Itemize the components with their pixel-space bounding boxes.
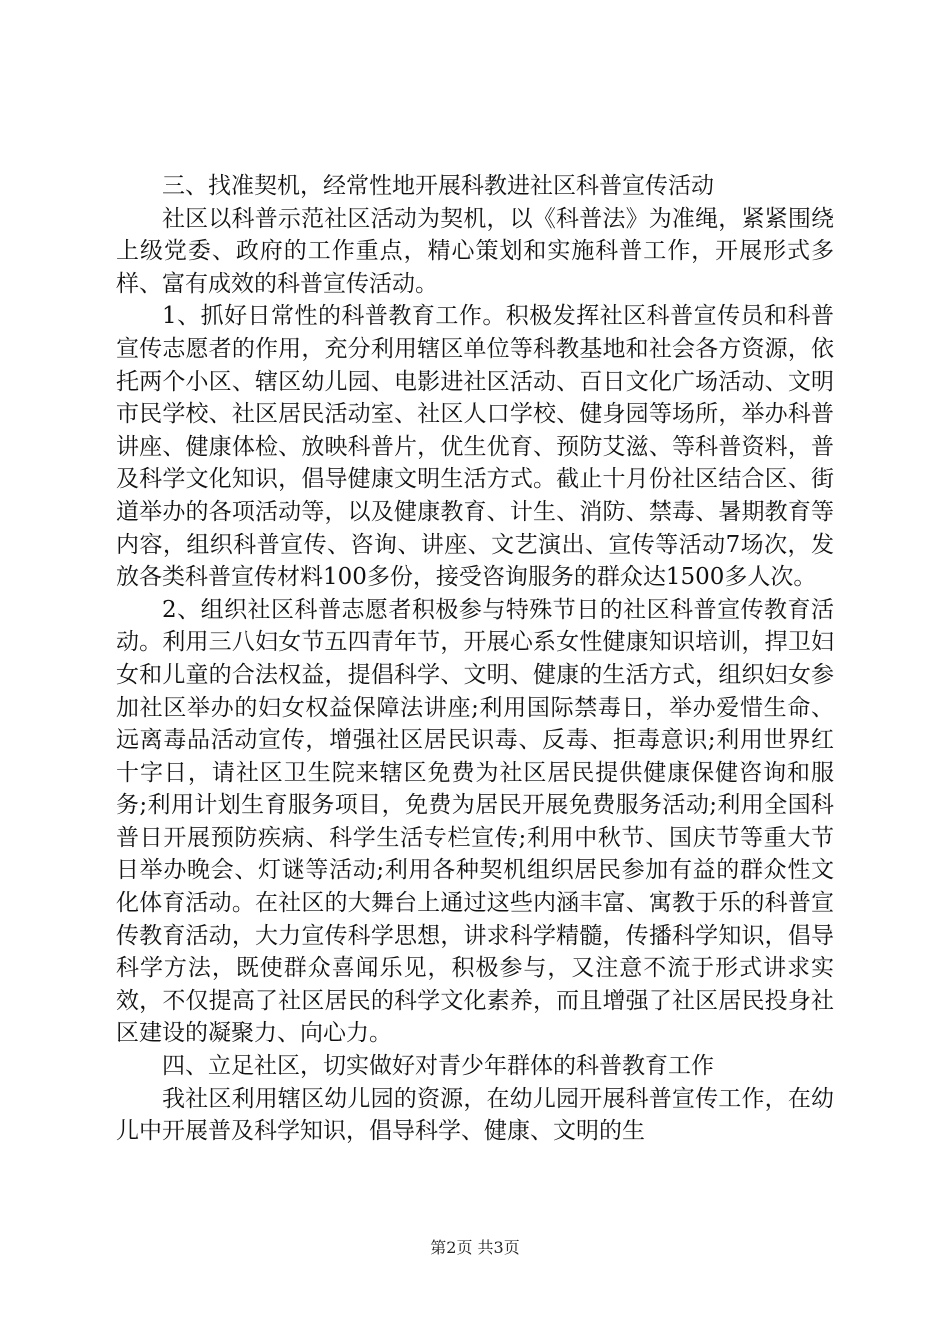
document-body <box>116 170 834 1148</box>
section-heading-4: 四、立足社区，切实做好对青少年群体的科普教育工作 <box>162 1053 714 1080</box>
paragraph-intro: 社区以科普示范社区活动为契机，以《科普法》为准绳，紧紧围绕上级党委、政府的工作重点，精心策划和实施科普工作，开展形式多样、富有成效的科普宣传活动。 <box>116 205 834 297</box>
paragraph-item-1: 1、抓好日常性的科普教育工作。积极发挥社区科普宣传员和科普宣传志愿者的作用，充分利用辖区单位等科教基地和社会各方资源，依托两个小区、辖区幼儿园、电影进社区活动、百日文化广场活动、文明市民学校、社区居民活动室、社区人口学校、健身园等场所，举办科普讲座、健康体检、放映科普片，优生优育、预防艾滋、等科普资料，普及科学文化知识，倡导健康文明生活方式。截止十月份社区结合区、街道举办的各项活动等，以及健康教育、计生、消防、禁毒、暑期教育等内容，组织科普宣传、咨询、讲座、文艺演出、宣传等活动7场次，发放各类科普宣传材料100多份，接受咨询服务的群众达1500多人次。 <box>116 303 834 591</box>
paragraph-youth: 我社区利用辖区幼儿园的资源，在幼儿园开展科普宣传工作，在幼儿中开展普及科学知识，倡导科学、健康、文明的生 <box>116 1085 834 1145</box>
section-heading-3: 三、找准契机，经常性地开展科教进社区科普宣传活动 <box>162 173 714 199</box>
page-footer: 第2页 共3页 <box>430 1238 520 1257</box>
paragraph-item-2: 2、组织社区科普志愿者积极参与特殊节日的社区科普宣传教育活动。利用三八妇女节五四青年节，开展心系女性健康知识培训，捍卫妇女和儿童的合法权益，提倡科学、文明、健康的生活方式，组织妇女参加社区举办的妇女权益保障法讲座;利用国际禁毒日，举办爱惜生命、远离毒品活动宣传，增强社区居民识毒、反毒、拒毒意识;利用世界红十字日，请社区卫生院来辖区免费为社区居民提供健康保健咨询和服务;利用计划生育服务项目，免费为居民开展免费服务活动;利用全国科普日开展预防疾病、科学生活专栏宣传;利用中秋节、国庆节等重大节日举办晚会、灯谜等活动;利用各种契机组织居民参加有益的群众性文化体育活动。在社区的大舞台上通过这些内涵丰富、寓教于乐的科普宣传教育活动，大力宣传科学思想，讲求科学精髓，传播科学知识，倡导科学方法，既使群众喜闻乐见，积极参与，又注意不流于形式讲求实效，不仅提高了社区居民的科学文化素养，而且增强了社区居民投身社区建设的凝聚力、向心力。 <box>116 596 834 1047</box>
